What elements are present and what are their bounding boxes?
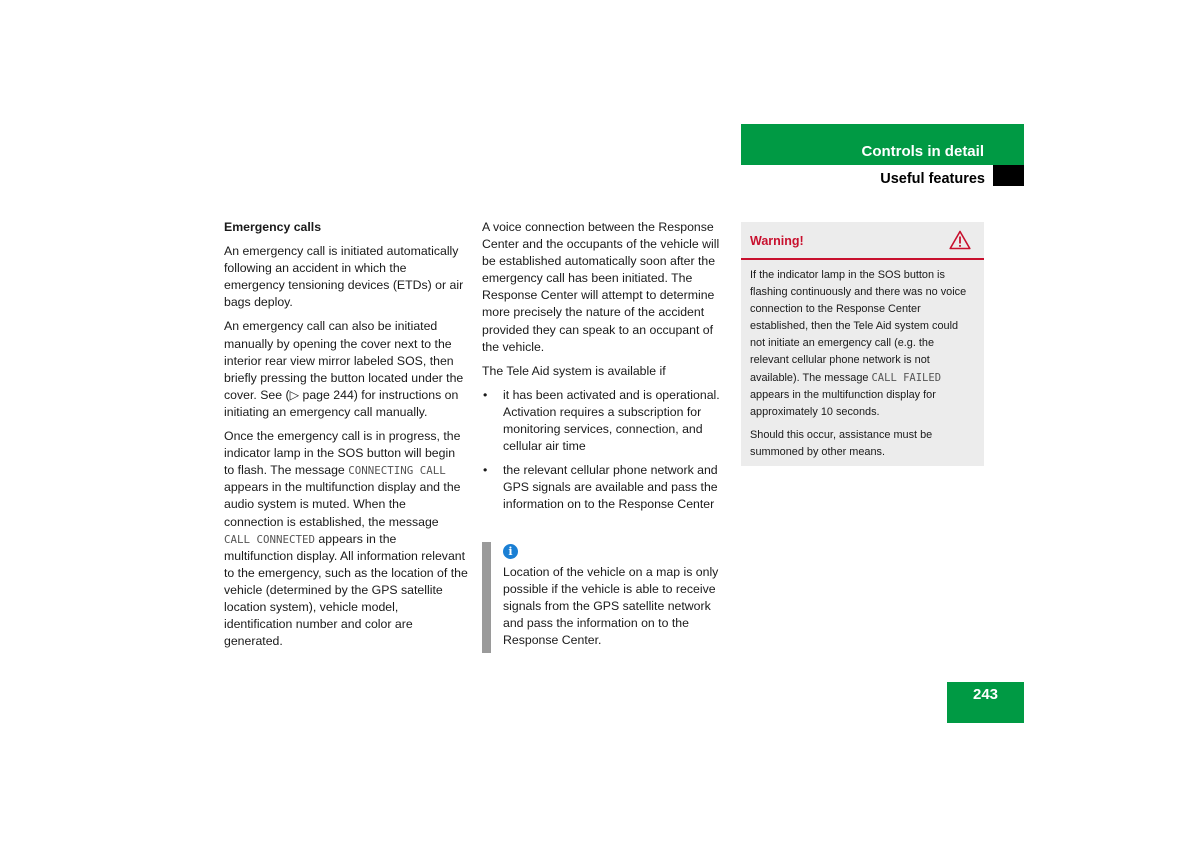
- header-marker: [993, 165, 1024, 186]
- list-item: [482, 387, 726, 455]
- column-middle: [482, 219, 726, 521]
- list-item-text: it has been activated and is operational. Activation requires a subscription for monitoring services, connection, and cellular air time: [503, 387, 720, 454]
- warning-triangle-icon: [949, 230, 971, 255]
- bullet: •: [483, 387, 488, 402]
- list-item-text: the relevant cellular phone network and GPS signals are available and pass the information on to the Response Center: [503, 463, 718, 512]
- section-header: [741, 124, 1024, 165]
- text-run: appears in the multifunction display. All information relevant to the emergency, such as the location of the vehicle (determined by the GPS satellite location system), vehicle model, identification number and color are generated.: [224, 531, 468, 649]
- display-message: CONNECTING CALL: [348, 464, 446, 478]
- paragraph: A voice connection between the Response Center and the occupants of the vehicle will be established automatically soon after the emergency call has been initiated. The Response Center will attempt to determine more precisely the nature of the accident provided they can speak to an occupant of the vehicle.: [482, 220, 720, 354]
- info-icon: i: [503, 544, 518, 559]
- warning-body: [741, 260, 984, 461]
- warning-header: [741, 222, 984, 260]
- bullet: •: [483, 463, 488, 478]
- info-text: Location of the vehicle on a map is only possible if the vehicle is able to receive signals from the GPS satellite network and pass the information on to the Response Center.: [503, 565, 719, 648]
- display-message: CALL CONNECTED: [224, 532, 316, 546]
- paragraph: An emergency call is initiated automatically following an accident in which the emergency tensioning devices (ETDs) or air bags deploy.: [224, 244, 464, 310]
- text-run: appears in the multifunction display for approximately 10 seconds.: [750, 388, 936, 418]
- text-run: appears in the multifunction display and the audio system is muted. When the connection is established, the message: [224, 480, 461, 529]
- section-title: Controls in detail: [861, 143, 984, 160]
- page-number: 243: [947, 682, 1024, 723]
- paragraph: [224, 428, 468, 650]
- paragraph: [750, 267, 975, 421]
- info-note: [482, 542, 726, 653]
- display-message: CALL FAILED: [871, 371, 942, 384]
- bullet-list: [482, 387, 726, 514]
- text-run: If the indicator lamp in the SOS button is flashing continuously and there was no voice connection to the Response Center established, then the Tele Aid system could not initiate an emergency call (e.g. the relevant cellular phone network is not available). The message: [750, 269, 967, 384]
- heading-emergency-calls: Emergency calls: [224, 220, 322, 234]
- text-run: Once the emergency call is in progress, the indicator lamp in the SOS button will begin to flash. The message: [224, 429, 461, 478]
- paragraph: Should this occur, assistance must be summoned by other means.: [750, 428, 933, 458]
- list-item: [482, 462, 726, 513]
- subsection-title: Useful features: [880, 171, 985, 187]
- paragraph: An emergency call can also be initiated manually by opening the cover next to the interior rear view mirror labeled SOS, then briefly pressing the button located under the cover. See (▷ page 244) for instructions on initiating an emergency call manually.: [224, 319, 464, 419]
- warning-box: [741, 222, 984, 466]
- warning-title: Warning!: [750, 234, 804, 248]
- paragraph: The Tele Aid system is available if: [482, 363, 666, 378]
- column-left: [224, 219, 468, 657]
